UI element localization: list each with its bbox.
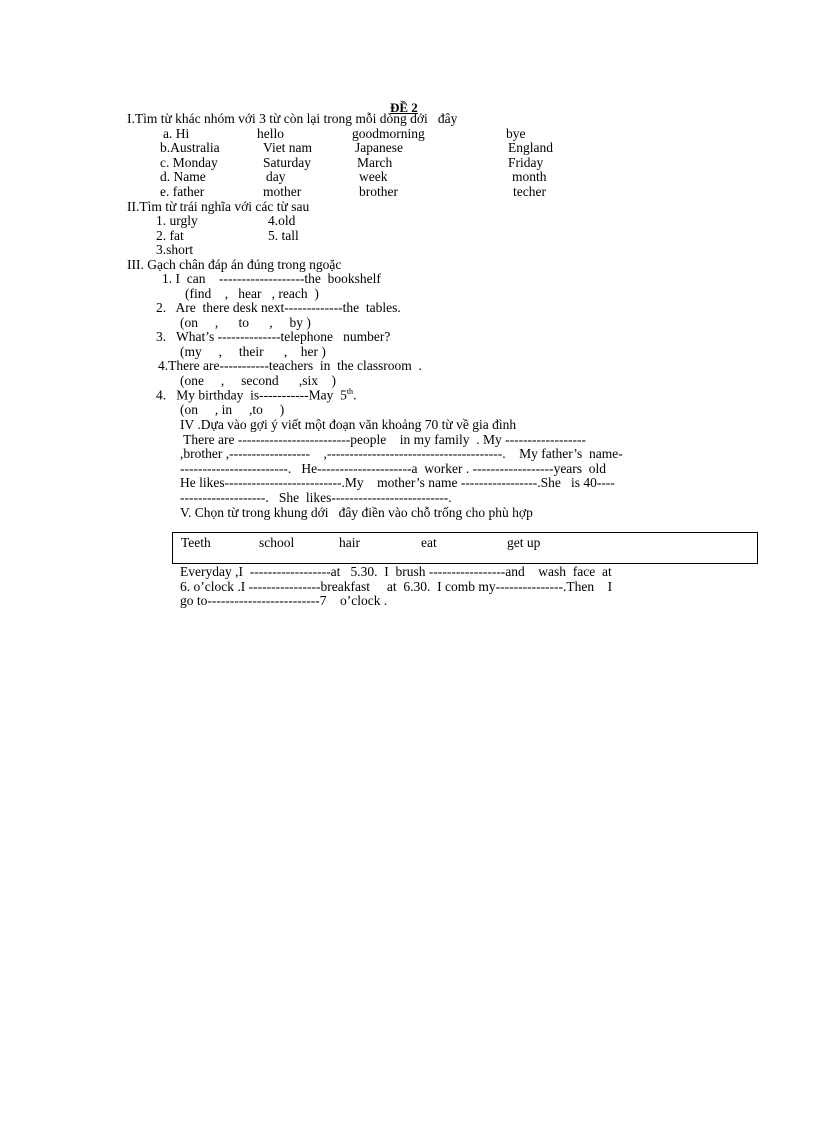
section-2-heading: II.Tìm từ trái nghĩa với các từ sau: [127, 199, 310, 214]
option: c. Monday: [160, 155, 218, 170]
question-1: 1. I can -------------------the bookshelf: [162, 271, 381, 286]
word-item: 1. urgly: [156, 213, 198, 228]
word-box-item: eat: [421, 535, 437, 550]
word-box-item: get up: [507, 535, 541, 550]
writing-prompt-line: ------------------------. He---------------------a worker . ------------------years old: [180, 461, 607, 476]
question-5-text: 4. My birthday is-----------May 5: [156, 387, 347, 403]
fill-in-line: go to-------------------------7 o’clock .: [180, 593, 388, 608]
option: week: [359, 169, 388, 184]
option: brother: [359, 184, 398, 199]
page-title: ĐỀ 2: [390, 100, 418, 115]
writing-prompt-line: -------------------. She likes--------------------------.: [180, 490, 452, 505]
option: goodmorning: [352, 126, 425, 141]
answer-options-3: (my , their , her ): [180, 344, 326, 359]
ordinal-suffix: th: [346, 387, 354, 396]
option: Japanese: [355, 140, 403, 155]
word-item: 2. fat: [156, 228, 184, 243]
word-box-item: Teeth: [181, 535, 211, 550]
question-3: 3. What’s --------------telephone number?: [156, 329, 391, 344]
fill-in-line: 6. o’clock .I ----------------breakfast at 6.30. I comb my---------------.Then I: [180, 579, 613, 594]
section-5-heading: V. Chọn từ trong khung dới đây điền vào chỗ trống cho phù hợp: [180, 505, 533, 520]
writing-prompt-line: ,brother ,------------------ ,---------------------------------------. My father’s name-: [180, 446, 623, 461]
question-2: 2. Are there desk next-------------the tables.: [156, 300, 401, 315]
option: mother: [263, 184, 302, 199]
word-item: 3.short: [156, 242, 194, 257]
question-5-end: .: [353, 387, 357, 403]
option: day: [266, 169, 286, 184]
section-3-heading: III. Gạch chân đáp án đúng trong ngoặc: [127, 257, 342, 272]
option: March: [357, 155, 393, 170]
answer-options-2: (on , to , by ): [180, 315, 311, 330]
option: a. Hi: [163, 126, 190, 141]
section-1-heading: I.Tìm từ khác nhóm với 3 từ còn lại trong mỗi dòng dới đây: [127, 111, 458, 126]
option: hello: [257, 126, 284, 141]
option: month: [512, 169, 547, 184]
word-box: [172, 532, 758, 564]
fill-in-line: Everyday ,I ------------------at 5.30. I brush -----------------and wash face at: [180, 564, 612, 579]
option: b.Australia: [160, 140, 220, 155]
option: Saturday: [263, 155, 311, 170]
option: Friday: [508, 155, 544, 170]
word-box-item: school: [259, 535, 295, 550]
writing-prompt-line: He likes--------------------------.My mother’s name -----------------.She is 40----: [180, 475, 615, 490]
option: bye: [506, 126, 526, 141]
option: e. father: [160, 184, 205, 199]
question-4: 4.There are-----------teachers in the classroom .: [158, 358, 422, 373]
writing-prompt-line: There are -------------------------people in my family . My ------------------: [180, 432, 587, 447]
answer-options-5: (on , in ,to ): [180, 402, 285, 417]
question-5: [156, 388, 356, 402]
word-item: 5. tall: [268, 228, 299, 243]
answer-options-1: (find , hear , reach ): [185, 286, 319, 301]
word-item: 4.old: [268, 213, 296, 228]
option: Viet nam: [263, 140, 313, 155]
word-box-item: hair: [339, 535, 360, 550]
answer-options-4: (one , second ,six ): [180, 373, 336, 388]
option: England: [508, 140, 553, 155]
option: d. Name: [160, 169, 206, 184]
section-4-heading: IV .Dựa vào gợi ý viết một đoạn văn khoảng 70 từ về gia đình: [180, 417, 517, 432]
option: techer: [513, 184, 546, 199]
